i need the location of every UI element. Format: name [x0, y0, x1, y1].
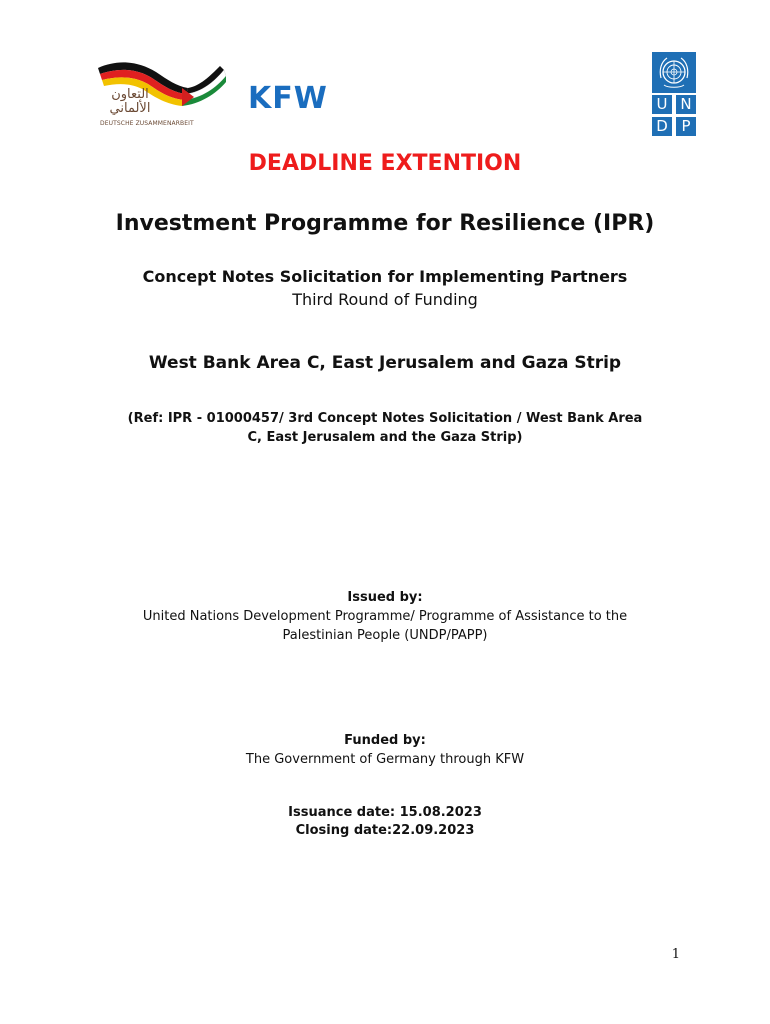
funded-by-text: The Government of Germany through KFW — [245, 752, 525, 767]
un-emblem — [652, 52, 696, 93]
issued-by-text — [95, 607, 675, 645]
reference-line: (Ref: IPR - 01000457/ 3rd Concept Notes Solicitation / West Bank Area — [127, 411, 643, 426]
reference-block — [95, 409, 675, 447]
deadline-notice: DEADLINE EXTENTION — [248, 151, 522, 176]
geographic-area: West Bank Area C, East Jerusalem and Gaza Strip — [148, 353, 622, 373]
document-subtitle: Concept Notes Solicitation for Implementing Partners — [142, 267, 628, 286]
document-title: Investment Programme for Resilience (IPR) — [115, 211, 655, 236]
issued-by-line: United Nations Development Programme/ Programme of Assistance to the — [142, 609, 628, 624]
reference-line: C, East Jerusalem and the Gaza Strip) — [247, 430, 523, 445]
funding-round: Third Round of Funding — [292, 290, 478, 309]
undp-letter-n: N — [676, 95, 696, 114]
page-number: 1 — [671, 947, 680, 962]
undp-letter-p: P — [676, 117, 696, 136]
undp-letter-d: D — [652, 117, 672, 136]
kfw-logo: KFW — [248, 81, 328, 116]
issued-by-label: Issued by: — [347, 590, 423, 605]
german-cooperation-logo — [96, 58, 228, 132]
giz-arabic-text: التعاون الألماني — [109, 87, 151, 116]
closing-date: Closing date:22.09.2023 — [295, 823, 475, 838]
undp-logo — [652, 52, 696, 136]
issuance-date: Issuance date: 15.08.2023 — [288, 805, 482, 820]
issued-by-line: Palestinian People (UNDP/PAPP) — [282, 628, 488, 643]
giz-caption: DEUTSCHE ZUSAMMENARBEIT — [100, 120, 194, 127]
undp-letter-u: U — [652, 95, 672, 114]
funded-by-label: Funded by: — [344, 733, 426, 748]
un-globe-icon — [652, 52, 696, 93]
